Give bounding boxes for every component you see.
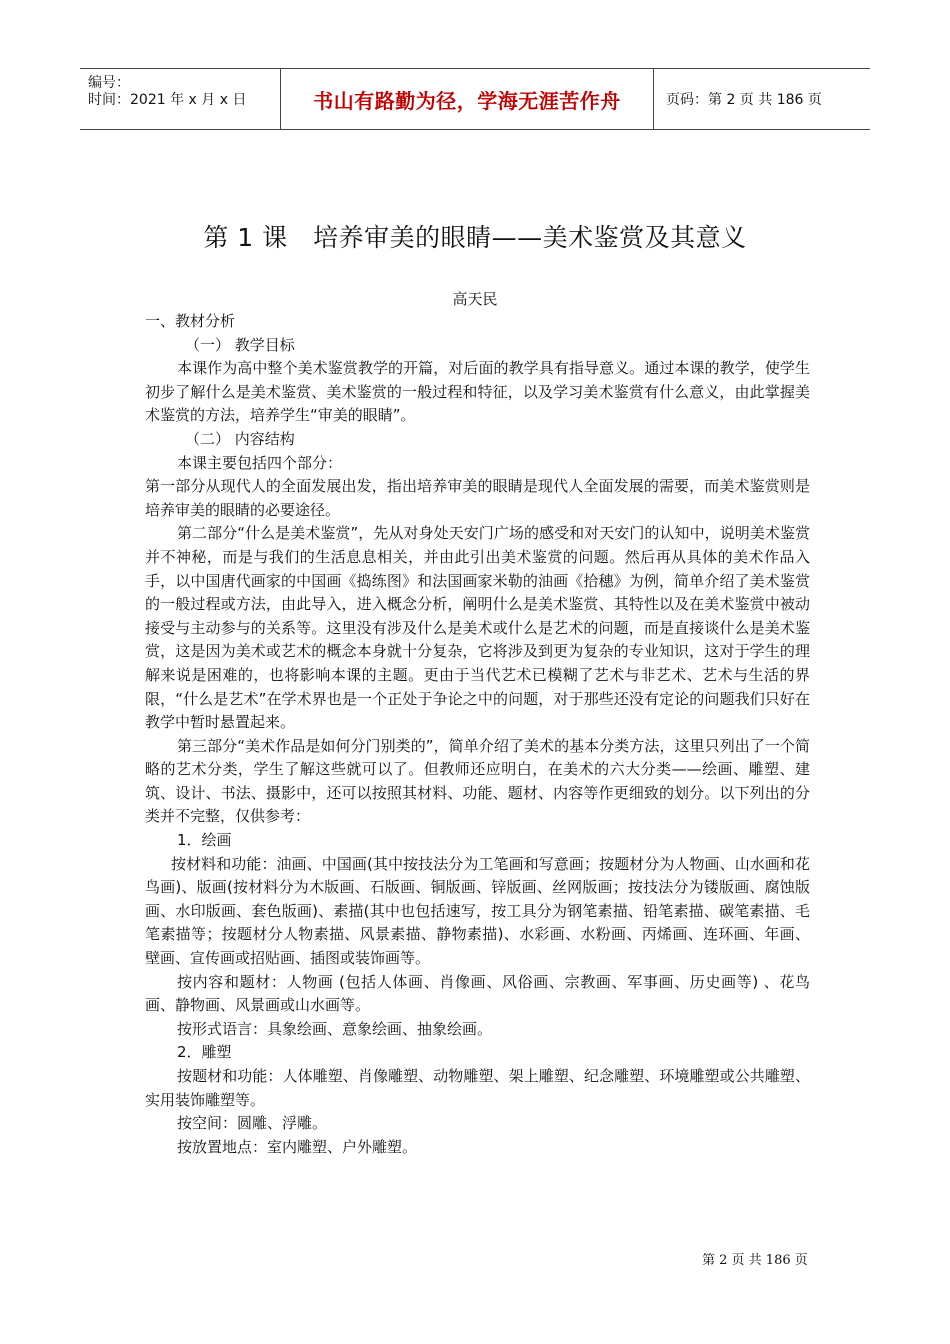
paragraph: 按题材和功能：人体雕塑、肖像雕塑、动物雕塑、架上雕塑、纪念雕塑、环境雕塑或公共雕塑、实用装饰雕塑等。: [145, 1067, 810, 1109]
list-heading: 1．绘画: [177, 831, 232, 850]
page-footer: 第 2 页 共 186 页: [702, 1253, 808, 1268]
paragraph: 本课主要包括四个部分：: [177, 453, 343, 472]
paragraph: 第一部分从现代人的全面发展出发，指出培养审美的眼睛是现代人全面发展的需要，而美术鉴赏则是培养审美的眼睛的必要途径。: [145, 477, 810, 519]
paragraph: 第三部分“美术作品是如何分门别类的”，简单介绍了美术的基本分类方法，这里只列出了一个简略的艺术分类，学生了解这些就可以了。但教师还应明白，在美术的六大分类——绘画、雕塑、建筑、设计、书法、摄影中，还可以按照其材料、功能、题材、内容等作更细致的划分。以下列出的分类并不完整，仅供参考：: [145, 736, 810, 826]
header-motto-cell: [281, 69, 654, 129]
header-meta-cell: [80, 69, 281, 129]
subsection-heading: （二） 内容结构: [185, 429, 295, 448]
page-title: 第 1 课 培养审美的眼睛——美术鉴赏及其意义: [203, 223, 747, 252]
author: 高天民: [452, 290, 498, 308]
subsection-heading: （一） 教学目标: [185, 335, 295, 354]
code-label: 编号：: [88, 75, 130, 91]
paragraph: 按形式语言：具象绘画、意象绘画、抽象绘画。: [177, 1019, 493, 1038]
paragraph: 按空间：圆雕、浮雕。: [177, 1114, 328, 1133]
paragraph: 按材料和功能：油画、中国画(其中按技法分为工笔画和写意画；按题材分为人物画、山水画和花鸟画)、版画(按材料分为木版画、石版画、铜版画、锌版画、丝网版画；按技法分为镂版画、腐蚀版画、水印版画、套色版画)、素描(其中也包括速写，按工具分为钢笔素描、铅笔素描、碳笔素描、毛笔素描等；按题材分人物素描、风景素描、静物素描)、水彩画、水粉画、丙烯画、连环画、年画、壁画、宣传画或招贴画、插图或装饰画等。: [145, 854, 810, 968]
paragraph: 本课作为高中整个美术鉴赏教学的开篇，对后面的教学具有指导意义。通过本课的教学，使学生初步了解什么是美术鉴赏、美术鉴赏的一般过程和特征，以及学习美术鉴赏有什么意义，由此掌握美术鉴赏的方法，培养学生“审美的眼睛”。: [145, 359, 810, 425]
section-heading: 一、教材分析: [145, 312, 236, 330]
page-code: 页码：第 2 页 共 186 页: [666, 92, 822, 108]
motto: 书山有路勤为径，学海无涯苦作舟: [313, 88, 621, 113]
list-heading: 2．雕塑: [177, 1043, 232, 1062]
document-body: [145, 310, 810, 1159]
header-table: [80, 68, 870, 130]
header-page-cell: [654, 69, 870, 129]
time-label: 时间：2021 年 x 月 x 日: [88, 92, 247, 108]
paragraph: 第二部分“什么是美术鉴赏”，先从对身处天安门广场的感受和对天安门的认知中，说明美术鉴赏并不神秘，而是与我们的生活息息相关，并由此引出美术鉴赏的问题。然后再从具体的美术作品入手，以中国唐代画家的中国画《捣练图》和法国画家米勒的油画《拾穗》为例，简单介绍了美术鉴赏的一般过程或方法，由此导入，进入概念分析，阐明什么是美术鉴赏、其特性以及在美术鉴赏中被动接受与主动参与的关系等。这里没有涉及什么是美术或什么是艺术的问题，而是直接谈什么是美术鉴赏，这是因为美术或艺术的概念本身就十分复杂，它将涉及到更为复杂的专业知识，这对于学生的理解来说是困难的，也将影响本课的主题。更由于当代艺术已模糊了艺术与非艺术、艺术与生活的界限，“什么是艺术”在学术界也是一个正处于争论之中的问题，对于那些还没有定论的问题我们只好在教学中暂时悬置起来。: [145, 524, 810, 732]
paragraph: 按放置地点：室内雕塑、户外雕塑。: [177, 1137, 418, 1156]
paragraph: 按内容和题材：人物画 (包括人体画、肖像画、风俗画、宗教画、军事画、历史画等) 、花鸟画、静物画、风景画或山水画等。: [145, 972, 810, 1015]
